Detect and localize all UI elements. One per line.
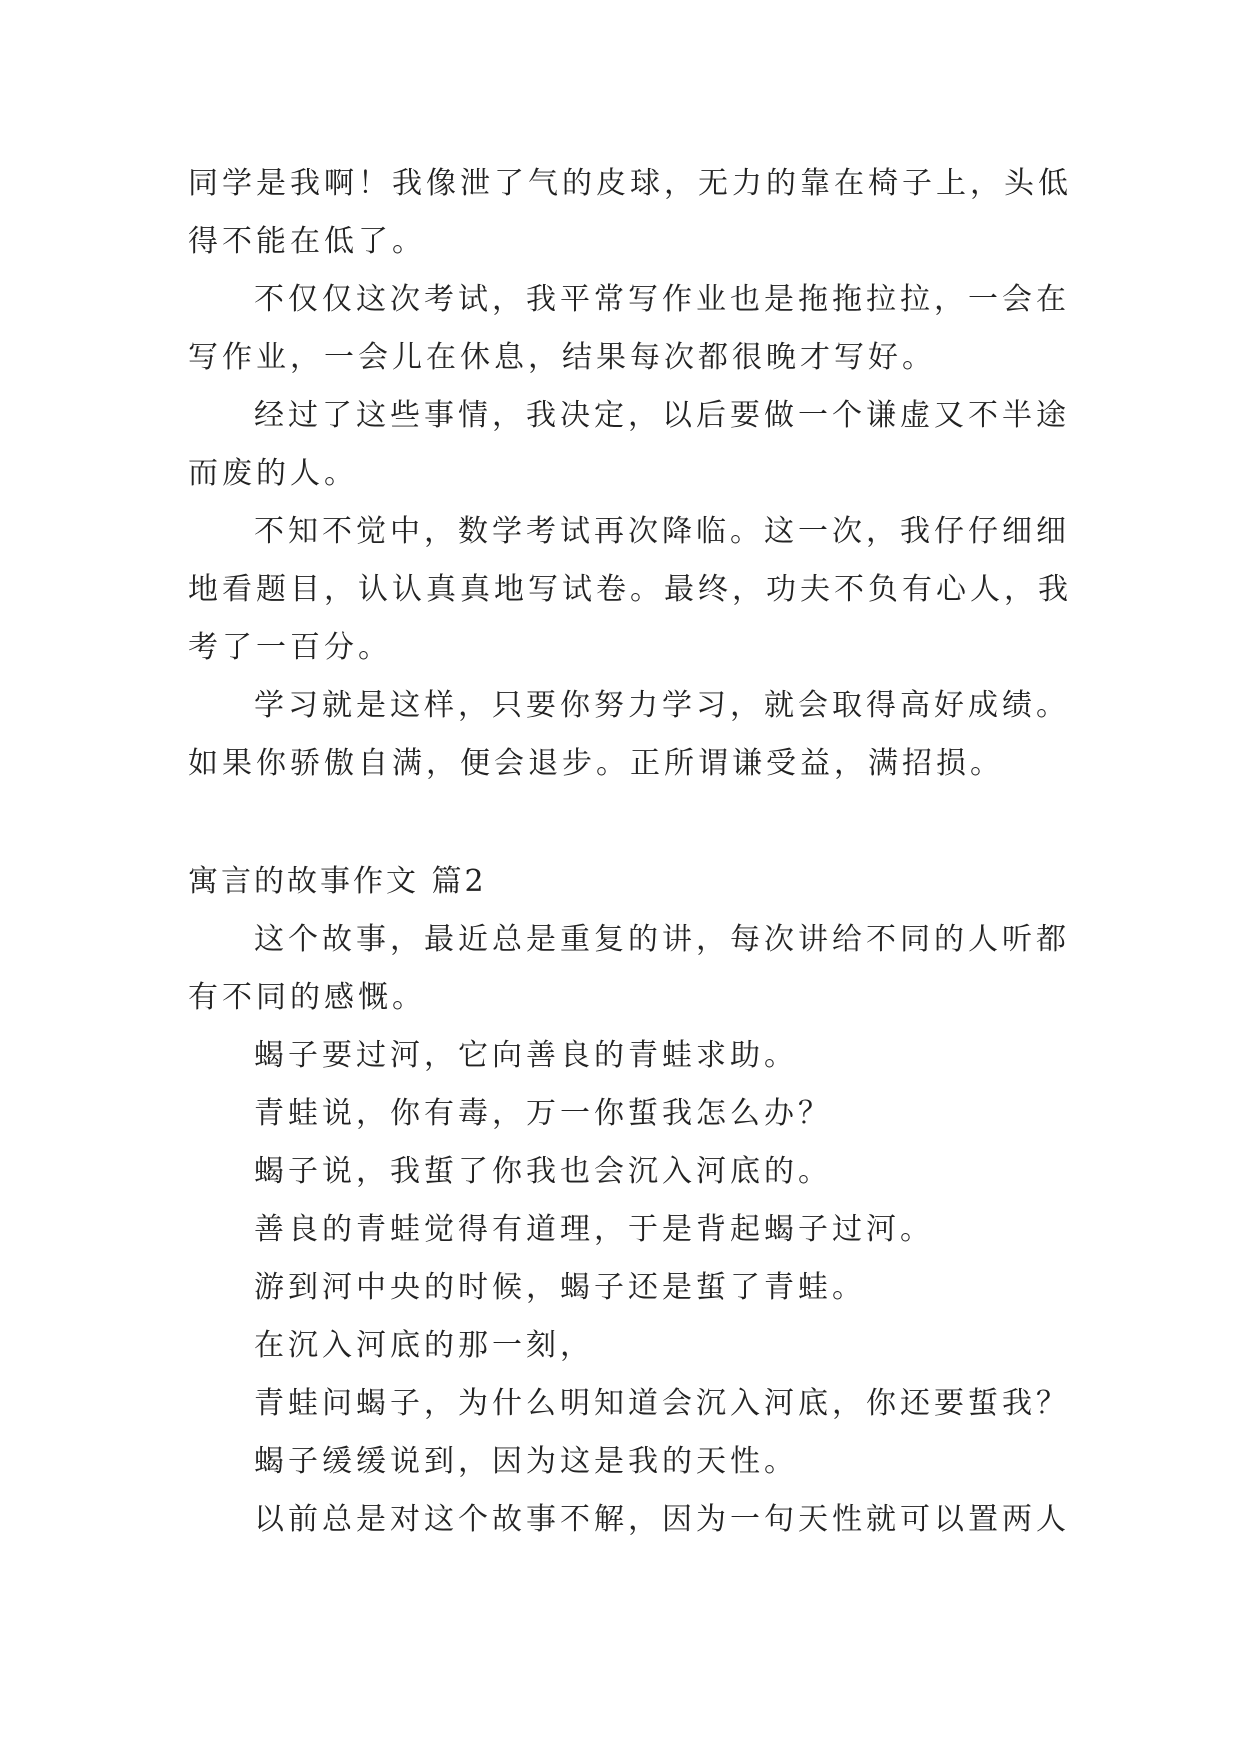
paragraph-line: 而废的人。	[188, 456, 358, 491]
paragraph-line: 不知不觉中，数学考试再次降临。这一次，我仔仔细细	[254, 514, 1070, 549]
paragraph-line: 游到河中央的时候，蝎子还是蜇了青蛙。	[254, 1270, 866, 1305]
paragraph-line: 同学是我啊！我像泄了气的皮球，无力的靠在椅子上，头低	[188, 166, 1072, 201]
paragraph-line: 青蛙说，你有毒，万一你蜇我怎么办？	[254, 1096, 832, 1131]
paragraph-line: 考了一百分。	[188, 630, 392, 665]
paragraph-line: 在沉入河底的那一刻，	[254, 1328, 594, 1363]
paragraph-line: 地看题目，认认真真地写试卷。最终，功夫不负有心人，我	[188, 572, 1072, 607]
essay-section-2	[188, 853, 1068, 1549]
paragraph-line: 以前总是对这个故事不解，因为一句天性就可以置两人	[254, 1502, 1070, 1537]
paragraph-line: 如果你骄傲自满，便会退步。正所谓谦受益，满招损。	[188, 746, 1004, 781]
essay-section-1	[188, 155, 1072, 793]
paragraph-line: 善良的青蛙觉得有道理，于是背起蝎子过河。	[254, 1212, 934, 1247]
section-title: 寓言的故事作文 篇2	[188, 864, 487, 899]
paragraph-line: 蝎子缓缓说到，因为这是我的天性。	[254, 1444, 798, 1479]
paragraph-line: 蝎子说，我蜇了你我也会沉入河底的。	[254, 1154, 832, 1189]
paragraph-line: 得不能在低了。	[188, 224, 426, 259]
paragraph-line: 有不同的感慨。	[188, 980, 426, 1015]
paragraph-line: 写作业，一会儿在休息，结果每次都很晚才写好。	[188, 340, 936, 375]
paragraph-line: 经过了这些事情，我决定，以后要做一个谦虚又不半途	[254, 398, 1070, 433]
paragraph-line: 蝎子要过河，它向善良的青蛙求助。	[254, 1038, 798, 1073]
paragraph-line: 学习就是这样，只要你努力学习，就会取得高好成绩。	[254, 688, 1070, 723]
paragraph-line: 青蛙问蝎子，为什么明知道会沉入河底，你还要蜇我？	[254, 1386, 1070, 1421]
paragraph-line: 这个故事，最近总是重复的讲，每次讲给不同的人听都	[254, 922, 1070, 957]
paragraph-line: 不仅仅这次考试，我平常写作业也是拖拖拉拉，一会在	[254, 282, 1070, 317]
